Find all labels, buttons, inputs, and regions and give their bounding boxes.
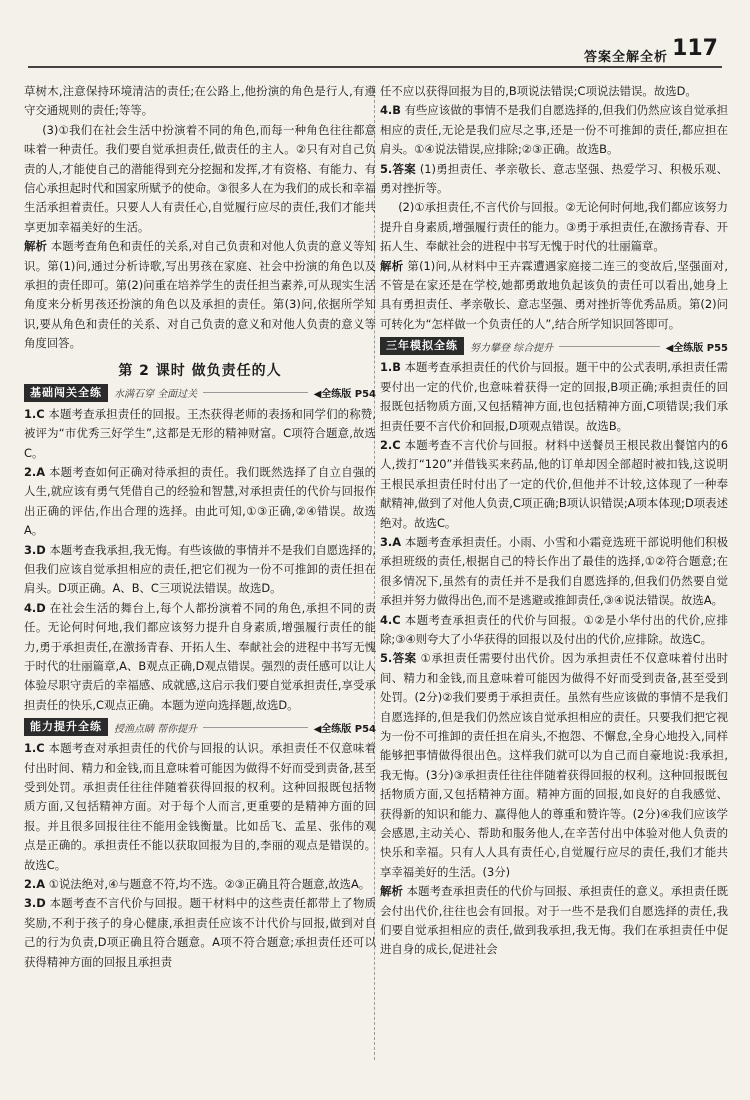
answer-text: 有些应该做的事情不是我们自愿选择的,但我们仍然应该自觉承担相应的责任,无论是我们应尽之事,还是一份不可推卸的责任,都应担在肩头。①④说法错误,应排除;②③正确。故选B。 <box>380 103 728 157</box>
answer-number: 2.C <box>380 437 401 452</box>
section-subtitle: 授渔点睛 帮你提升 <box>114 723 198 735</box>
answer-number: 3.A <box>380 534 402 549</box>
answer-number: 1.C <box>24 406 45 421</box>
answer-item <box>24 739 376 875</box>
answer-text: 任不应以获得回报为目的,B项说法错误;C项说法错误。故选D。 <box>380 84 697 98</box>
section-tag: 三年模拟全练 <box>380 337 464 355</box>
answer-text: ①承担责任需要付出代价。因为承担责任不仅意味着付出时间、精力和金钱,而且意味着可能因为做得不好而受到责备,甚至受到处罚。(2分)②我们要勇于承担责任。虽然有些应该做的事情不是我们自愿选择的,但是我们仍然应该自觉承担相应的责任。只要我们把它视为一份不可推卸的责任担在肩头,不抱怨、不懈怠,全身心地投入,同样能够把事情做得很出色。这样我们就可以为自己而自豪地说:我承担,我无悔。(3分)③承担责任往往伴随着获得回报的权利。这种回报既包括物质方面,又包括精神方面。精神方面的回报,如良好的自我感觉、获得新的知识和能力、赢得他人的尊重和赞许等。(2分)④我们应该学会感恩,主动关心、帮助和服务他人,在辛苦付出中体验对他人负责的快乐和幸福。只有人人具有责任心,自觉履行应尽的责任,我们才能共享幸福美好的生活。(3分) <box>380 651 728 879</box>
section-subtitle: 努力攀登 综合提升 <box>470 342 554 354</box>
lesson-title: 第 2 课时 做负责任的人 <box>118 362 282 379</box>
answer-item <box>24 541 376 599</box>
answer-number: 4.D <box>24 600 46 615</box>
answer-text: 本题考查承担责任的代价与回报。题干中的公式表明,承担责任需要付出一定的代价,也意味着获得一定的回报,B项正确;承担责任的回报既包括物质方面,又包括精神方面,也包括精神方面,C项错误;我们承担责任要不言代价和回报,D项观点错误。故选B。 <box>380 360 728 433</box>
answer-number: 5.答案 <box>380 161 416 176</box>
header-title: 答案全解全析 <box>583 50 668 65</box>
answer-number: 2.A <box>24 464 46 479</box>
answer-item <box>380 358 728 436</box>
answer-text: 在社会生活的舞台上,每个人都扮演着不同的角色,承担不同的责任。无论何时何地,我们都应该努力提升自身素质,增强履行责任的能力,勇于承担责任,在激扬青春、开拓人生、奉献社会的进程中书写无愧于时代的壮丽篇章,A、B观点正确,D观点错误。强烈的责任感可以让人体验尽职守责后的幸福感、成就感,这启示我们要自觉承担责任,享受承担责任的快乐,C观点正确。本题为逆向选择题,故选D。 <box>24 600 376 712</box>
answer-text: 本题考查不言代价与回报。题干材料中的这些责任都带上了物质奖励,不利于孩子的身心健康,承担责任应该不计代价与回报,做到对自己的行为负责,D项正确且符合题意。A项不符合题意;承担责任还可以获得精神方面的回报且承担责 <box>24 896 376 969</box>
answer-item <box>380 257 728 335</box>
section-page-ref: ◀全练版 P55 <box>665 342 728 354</box>
answer-number: 解析 <box>380 258 404 273</box>
intro-paragraph: (3)①我们在社会生活中扮演着不同的角色,而每一种角色往往都意味着一种责任。我们要自觉承担责任,做责任的主人。②只有对自己负责的人,才能使自己的潜能得到充分挖掘和发挥,才有资格、有能力、有信心承担起时代和国家所赋予的使命。③很多人在为我们的成长和幸福生活承担着责任。只要人人有责任心,自觉履行应尽的责任,我们才能共享更加幸福美好的生活。 <box>24 122 376 234</box>
section-page-ref: ◀全练版 P54 <box>313 723 376 735</box>
section-header-basic <box>24 384 376 402</box>
answer-text: 第(1)问,从材料中王卉霖遭遇家庭接二连三的变故后,坚强面对,不管是在家还是在学校,她都勇敢地负起该负的责任可以看出,她身上具有勇担责任、孝亲敬长、意志坚强、勇对挫折等优秀品质。第(2)问可转化为“怎样做一个负责任的人”,结合所学知识回答即可。 <box>380 258 728 331</box>
answer-number: 3.D <box>24 896 46 911</box>
page-number: 117 <box>672 36 718 61</box>
answer-item <box>380 101 728 159</box>
answer-item <box>24 599 376 715</box>
answer-item <box>380 82 728 101</box>
answer-number: 1.B <box>380 360 401 375</box>
section-subtitle: 水满石穿 全面过关 <box>114 389 198 401</box>
section-header-mock <box>380 337 728 355</box>
left-column <box>24 82 376 1070</box>
right-column <box>380 82 728 1070</box>
answer-item <box>24 405 376 463</box>
answer-text: 本题考查承担责任。小雨、小雪和小霜竞选班干部说明他们积极承担班级的责任,根据自己的特长作出了最佳的选择,①②符合题意;在很多情况下,虽然有的责任并不是我们自愿选择的,但我们仍然要自觉承担并努力做得出色,而不是逃避或推卸责任,③④说法错误。故选A。 <box>380 534 728 608</box>
answer-item <box>380 611 728 650</box>
answer-number: 4.C <box>380 612 401 627</box>
answer-text: 本题考查如何正确对待承担的责任。我们既然选择了自立自强的人生,就应该有勇气凭借自己的经验和智慧,对承担责任的代价与回报作出正确的评估,作出合理的选择。由此可知,①③正确,②④错误。故选A。 <box>24 464 376 538</box>
answer-number: 2.A <box>24 877 46 892</box>
answer-list <box>380 82 728 334</box>
page-header <box>0 0 750 72</box>
answer-item <box>380 882 728 960</box>
intro-paragraph: 草树木,注意保持环境清洁的责任;在公路上,他扮演的角色是行人,有遵守交通规则的责任;等等。 <box>24 84 376 118</box>
answer-item <box>24 894 376 972</box>
answer-list <box>24 405 376 716</box>
answer-item <box>380 198 728 256</box>
section-tag: 能力提升全练 <box>24 718 108 736</box>
header-rule <box>28 66 722 68</box>
answer-text: ①说法绝对,④与题意不符,均不选。②③正确且符合题意,故选A。 <box>45 877 371 892</box>
section-rule <box>559 346 659 347</box>
answer-item <box>380 160 728 199</box>
section-header-ability <box>24 718 376 736</box>
analysis-text: 本题考查角色和责任的关系,对自己负责和对他人负责的意义等知识。第(1)问,通过分析诗歌,写出男孩在家庭、社会中扮演的角色以及承担的责任即可。第(2)问重在培养学生的责任担当素养,可从现实生活角度来分析男孩还扮演的角色以及承担的责任。第(3)问,依据所学知识,要从角色和责任的关系、对自己负责的意义和对他人负责的意义等角度回答。 <box>24 239 376 351</box>
answer-number: 4.B <box>380 103 401 118</box>
analysis-label: 解析 <box>24 239 47 254</box>
answer-item <box>380 649 728 882</box>
answer-text: 本题考查对承担责任的代价与回报的认识。承担责任不仅意味着付出时间、精力和金钱,而且意味着可能因为做得不好而受到责备,甚至受到处罚。承担责任往往伴随着获得回报的权利。这种回报既包括物质方面,又包括精神方面。对于每个人而言,更重要的是精神方面的回报。并且很多回报往往不能用金钱衡量。比如岳飞、孟星、张伟的观点是正确的。承担责任不能以获取回报为目的,李丽的观点是错误的。故选C。 <box>24 741 376 872</box>
answer-list <box>380 358 728 960</box>
answer-text: 本题考查不言代价与回报。材料中送餐员王根民救出餐馆内的6人,拨打“120”并借钱买来药品,他的订单却因全部超时被扣钱,这说明王根民承担责任时付出了一定的代价,但他并不计较,这体现了一种奉献精神,做到了对他人负责,C项正确;B项认识错误;A项本体现;D项表述绝对。故选C。 <box>380 437 728 530</box>
answer-number: 1.C <box>24 741 45 756</box>
answer-text: 本题考查承担责任的代价与回报、承担责任的意义。承担责任既会付出代价,往往也会有回报。对于一些不是我们自愿选择的责任,我们要自觉承担相应的责任,做到我承担,我无悔。我们在承担责任中促进自身的成长,促进社会 <box>380 884 728 957</box>
answer-item <box>24 875 376 894</box>
section-tag: 基础闯关全练 <box>24 384 108 402</box>
answer-list <box>24 739 376 972</box>
answer-number: 5.答案 <box>380 651 417 666</box>
answer-text: (2)①承担责任,不言代价与回报。②无论何时何地,我们都应该努力提升自身素质,增强履行责任的能力。③勇于承担责任,在激扬青春、开拓人生、奉献社会的进程中书写无愧于时代的壮丽篇章。 <box>380 200 728 254</box>
answer-text: (1)勇担责任、孝亲敬长、意志坚强、热爱学习、积极乐观、勇对挫折等。 <box>380 161 728 196</box>
section-page-ref: ◀全练版 P54 <box>313 389 376 401</box>
intro-analysis <box>24 237 376 353</box>
answer-text: 本题考查我承担,我无悔。有些该做的事情并不是我们自愿选择的,但我们应该自觉承担相应的责任,把它们视为一份不可推卸的责任担在肩头。D项正确。A、B、C三项说法错误。故选D。 <box>24 542 376 596</box>
section-rule <box>203 392 307 393</box>
answer-item <box>380 533 728 611</box>
answer-text: 本题考查承担责任的回报。王杰获得老师的表扬和同学们的称赞,被评为“市优秀三好学生”,这都是无形的精神财富。C项符合题意,故选C。 <box>24 406 376 460</box>
answer-item <box>24 463 376 541</box>
section-rule <box>203 727 307 728</box>
answer-number: 3.D <box>24 542 46 557</box>
answer-number: 解析 <box>380 884 403 899</box>
answer-text: 本题考查承担责任的代价与回报。①②是小华付出的代价,应排除;③④则夸大了小华获得的回报以及付出的代价,应排除。故选C。 <box>380 612 728 646</box>
answer-item <box>380 436 728 533</box>
